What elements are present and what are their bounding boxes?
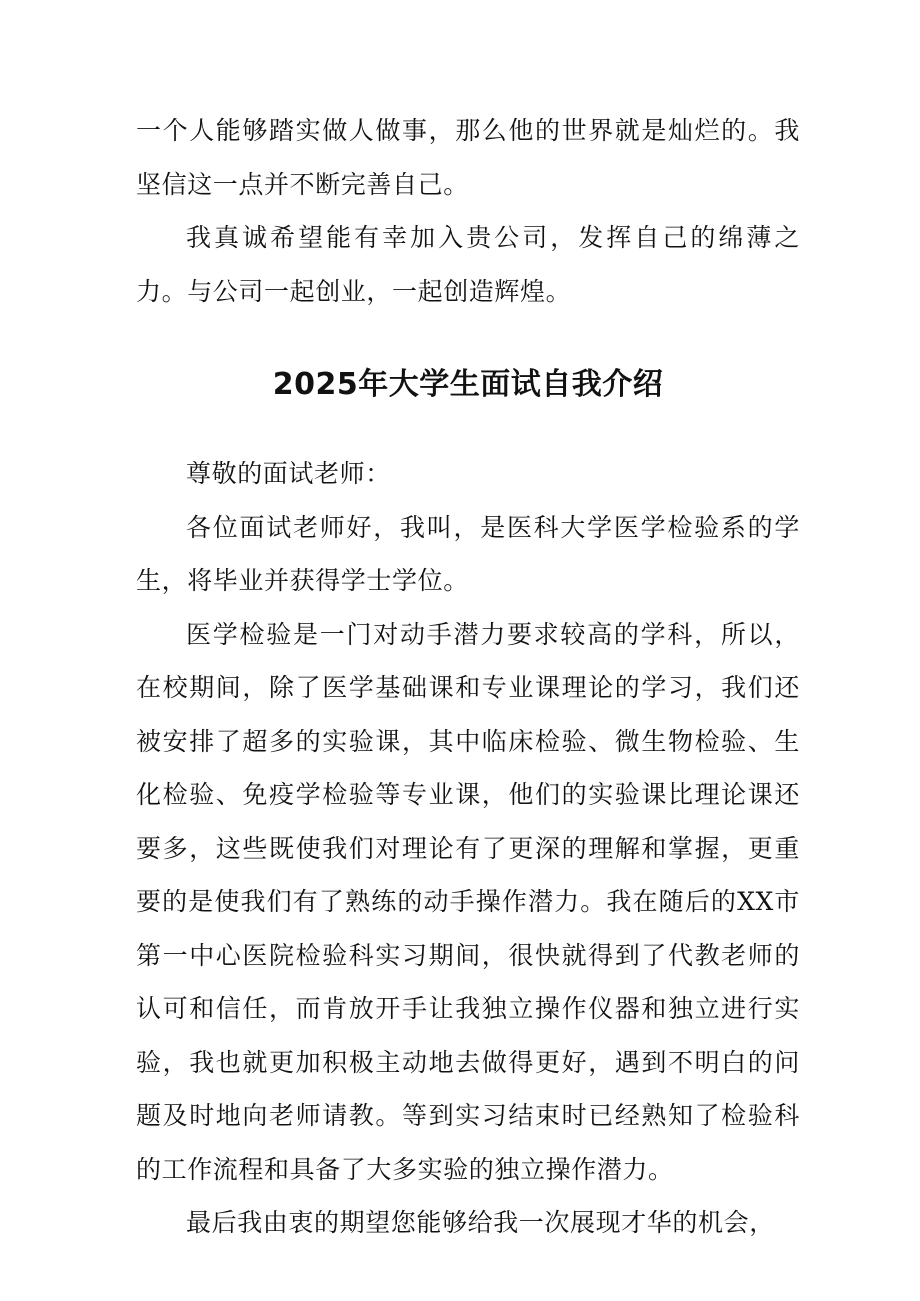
paragraph-closing: 最后我由衷的期望您能够给我一次展现才华的机会， [186,1208,775,1237]
document-content [136,104,800,1250]
paragraph-continuation-1: 一个人能够踏实做人做事，那么他的世界就是灿烂的。我坚信这一点并不断完善自己。 [136,116,800,199]
paragraph-continuation-2: 我真诚希望能有幸加入贵公司，发挥自己的绵薄之力。与公司一起创业，一起创造辉煌。 [136,223,800,306]
paragraph-experience: 医学检验是一门对动手潜力要求较高的学科，所以，在校期间，除了医学基础课和专业课理论的学习，我们还被安排了超多的实验课，其中临床检验、微生物检验、生化检验、免疫学检验等专业课，他们的实验课比理论课还要多，这些既使我们对理论有了更深的理解和掌握，更重要的是使我们有了熟练的动手操作潜力。我在随后的XX市第一中心医院检验科实习期间，很快就得到了代教老师的认可和信任，而肯放开手让我独立操作仪器和独立进行实验，我也就更加积极主动地去做得更好，遇到不明白的问题及时地向老师请教。等到实习结束时已经熟知了检验科的工作流程和具备了大多实验的独立操作潜力。 [136,619,800,1184]
document-title: 2025年大学生面试自我介绍 [272,367,664,402]
title-block [136,365,800,405]
paragraph-intro: 各位面试老师好，我叫，是医科大学医学检验系的学生，将毕业并获得学士学位。 [136,512,800,595]
salutation: 尊敬的面试老师： [186,459,391,488]
